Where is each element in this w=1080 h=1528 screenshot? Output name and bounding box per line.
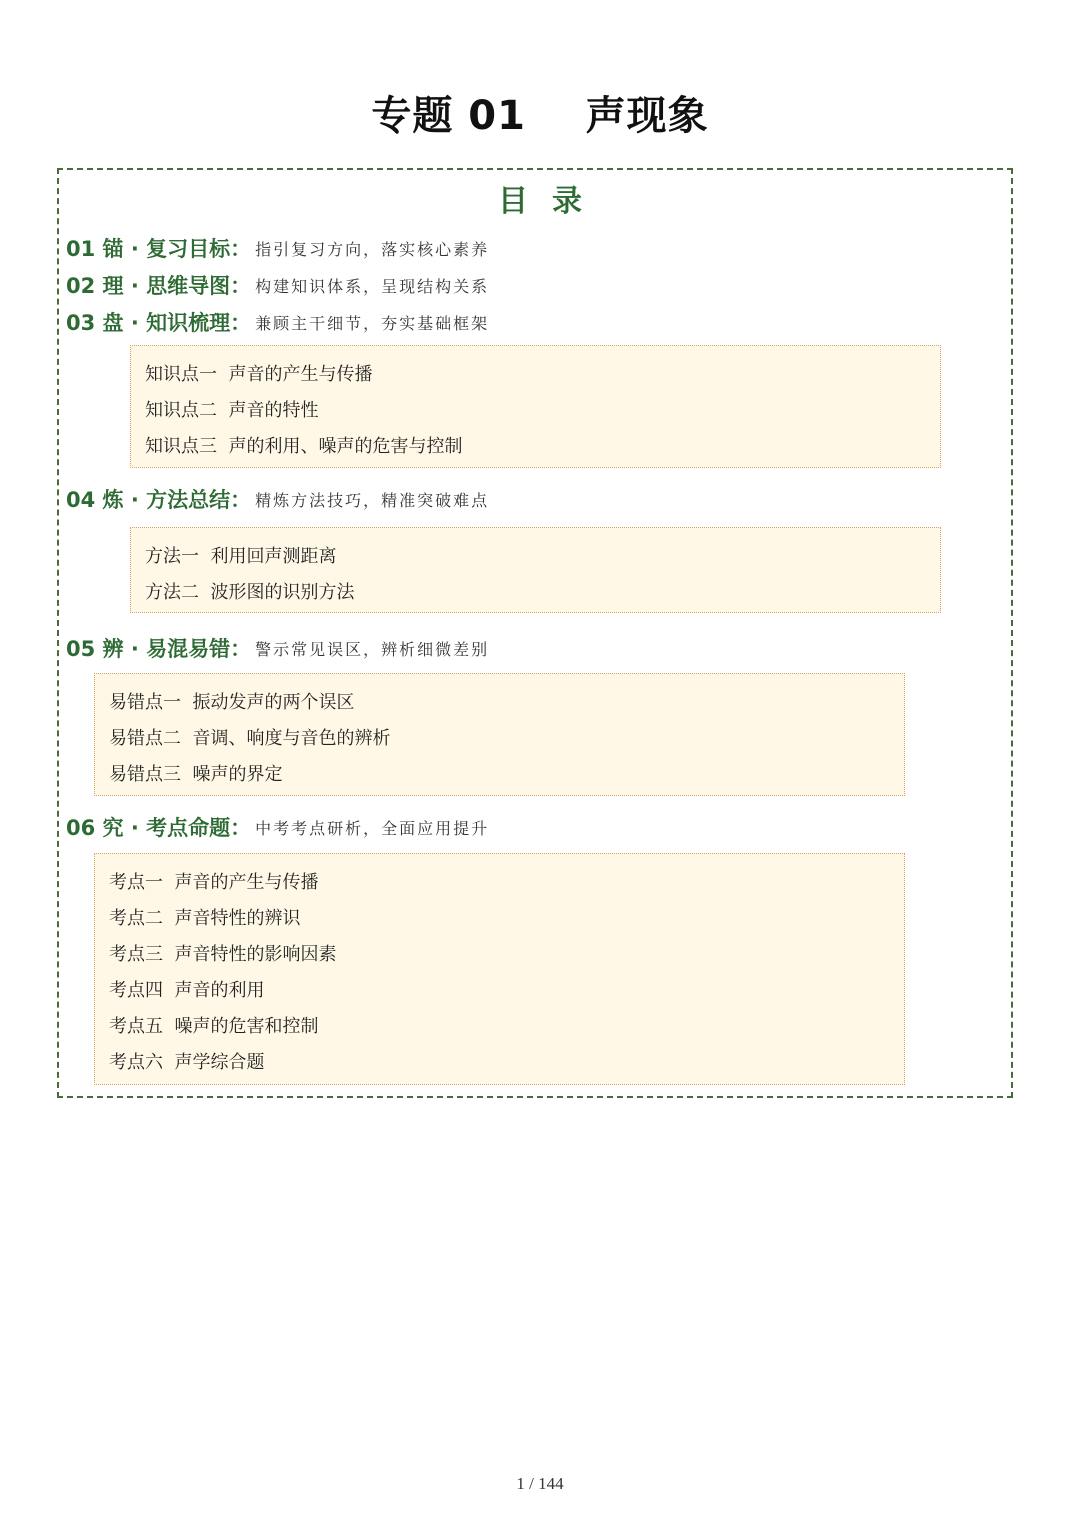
section-description: 构建知识体系，呈现结构关系: [255, 276, 490, 296]
exam-point-item[interactable]: 考点四 声音的利用: [109, 980, 265, 1001]
section-description: 中考考点研析，全面应用提升: [255, 818, 490, 838]
exam-point-item[interactable]: 考点五 噪声的危害和控制: [109, 1016, 319, 1037]
mistake-item[interactable]: 易错点一 振动发声的两个误区: [109, 692, 355, 713]
knowledge-point-item[interactable]: 知识点三 声的利用、噪声的危害与控制: [145, 436, 463, 457]
mistake-item[interactable]: 易错点二 音调、响度与音色的辨析: [109, 728, 391, 749]
toc-section-exam-points[interactable]: [66, 812, 489, 842]
toc-section-review-goals[interactable]: [66, 233, 489, 263]
section-title: 04 炼 · 方法总结：: [66, 488, 252, 512]
section-description: 警示常见误区，辨析细微差别: [255, 639, 490, 659]
mistake-item[interactable]: 易错点三 噪声的界定: [109, 764, 283, 785]
knowledge-points-box: [130, 345, 941, 468]
document-title: 专题 01 声现象: [371, 93, 709, 139]
toc-heading: 目录: [498, 184, 606, 219]
toc-section-mind-map[interactable]: [66, 270, 489, 300]
exam-point-item[interactable]: 考点六 声学综合题: [109, 1052, 265, 1073]
knowledge-point-item[interactable]: 知识点二 声音的特性: [145, 400, 319, 421]
section-title: 02 理 · 思维导图：: [66, 274, 252, 298]
method-item[interactable]: 方法一 利用回声测距离: [145, 546, 337, 567]
toc-section-knowledge-review[interactable]: [66, 307, 489, 337]
knowledge-point-item[interactable]: 知识点一 声音的产生与传播: [145, 364, 373, 385]
methods-box: [130, 527, 941, 613]
page-number: 1 / 144: [516, 1474, 564, 1493]
section-description: 指引复习方向，落实核心素养: [255, 239, 490, 259]
exam-point-item[interactable]: 考点一 声音的产生与传播: [109, 872, 319, 893]
toc-section-common-mistakes[interactable]: [66, 633, 489, 663]
section-title: 01 锚 · 复习目标：: [66, 237, 252, 261]
exam-points-box: [94, 853, 905, 1085]
mistakes-box: [94, 673, 905, 796]
section-title: 05 辨 · 易混易错：: [66, 637, 252, 661]
section-description: 兼顾主干细节，夯实基础框架: [255, 313, 490, 333]
exam-point-item[interactable]: 考点二 声音特性的辨识: [109, 908, 301, 929]
toc-section-method-summary[interactable]: [66, 484, 489, 514]
section-title: 06 究 · 考点命题：: [66, 816, 252, 840]
section-description: 精炼方法技巧，精准突破难点: [255, 490, 490, 510]
section-title: 03 盘 · 知识梳理：: [66, 311, 252, 335]
exam-point-item[interactable]: 考点三 声音特性的影响因素: [109, 944, 337, 965]
method-item[interactable]: 方法二 波形图的识别方法: [145, 582, 355, 603]
